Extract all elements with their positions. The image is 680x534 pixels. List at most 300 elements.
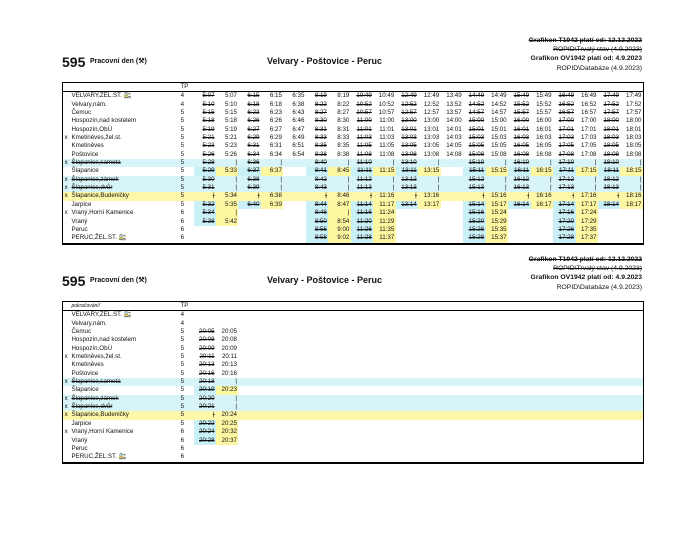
departure-time: 8:30 (337, 117, 350, 125)
departure-time (553, 361, 575, 369)
departure-time (598, 320, 620, 328)
departure-time (418, 411, 440, 419)
request-stop-marker: x (63, 378, 70, 386)
departure-time: 17:52 (603, 100, 619, 108)
departure-time: 5:33 (216, 167, 238, 175)
departure-time (373, 420, 395, 428)
request-stop-marker: x (63, 403, 70, 411)
stop-name: Šlapanice (71, 167, 99, 175)
stop-row (63, 201, 644, 209)
departure-time: 6:51 (292, 142, 305, 150)
departure-time (283, 201, 305, 209)
departure-time (373, 437, 395, 445)
departure-time (216, 311, 238, 320)
departure-time: 20:16 (221, 369, 237, 377)
departure-time (306, 411, 328, 419)
stop-row (63, 167, 644, 175)
departure-time (441, 209, 463, 217)
departure-time (283, 445, 305, 453)
departure-time: 11:16 (351, 209, 373, 217)
departure-time (463, 320, 485, 328)
stop-name: Kmetiněves,žel.st. (71, 353, 122, 361)
tariff-zone: 4 (180, 311, 185, 319)
stop-name: Kmetiněves,žel.st. (71, 134, 122, 142)
departure-time: 16:57 (558, 109, 575, 117)
departure-time: 6:34 (247, 150, 260, 158)
departure-time (508, 453, 530, 462)
departure-time: 13:05 (401, 142, 417, 150)
column-header (373, 83, 395, 92)
departure-time (238, 311, 260, 320)
departure-time (306, 403, 328, 411)
departure-time: 16:57 (581, 109, 597, 117)
departure-time (283, 311, 305, 320)
departure-time (553, 378, 575, 386)
stop-row (63, 151, 644, 159)
departure-time: 13:03 (401, 134, 417, 142)
departure-time: 10:52 (378, 100, 395, 108)
departure-time (553, 320, 575, 328)
tariff-zone: 5 (180, 117, 185, 125)
departure-time (306, 345, 328, 353)
departure-time: 11:24 (373, 209, 395, 217)
departure-time (508, 320, 530, 328)
departure-time (396, 428, 418, 436)
departure-time (441, 437, 463, 445)
departure-time: 10:49 (356, 92, 372, 100)
departure-time: | (194, 411, 216, 419)
departure-time: 15:26 (463, 226, 485, 234)
departure-time: 5:26 (224, 150, 237, 158)
departure-time: 5:18 (202, 117, 215, 125)
departure-time: 8:19 (337, 92, 350, 100)
stop-name: Poštovice (71, 369, 99, 377)
departure-time (351, 378, 373, 386)
departure-time: 8:47 (328, 201, 350, 209)
departure-time: 11:01 (379, 125, 395, 133)
departure-time: 17:05 (581, 142, 597, 150)
departure-time (576, 411, 598, 419)
departure-time: 18:17 (620, 201, 643, 209)
departure-time (620, 420, 643, 428)
departure-time (396, 234, 418, 243)
stop-row (63, 453, 644, 462)
departure-time (396, 320, 418, 328)
departure-time (283, 167, 305, 175)
departure-time: 6:26 (269, 117, 282, 125)
column-header (216, 302, 238, 311)
departure-time (261, 437, 283, 445)
departure-time (261, 209, 283, 217)
stop-name: Šlapanice (71, 386, 99, 394)
departure-time: 16:13 (508, 184, 530, 192)
departure-time (508, 361, 530, 369)
request-stop-marker (63, 311, 70, 320)
departure-time (508, 345, 530, 353)
departure-time: 11:01 (356, 125, 372, 133)
departure-time (283, 345, 305, 353)
stop-row (63, 159, 644, 167)
departure-time (283, 320, 305, 328)
timetable-header (62, 255, 644, 301)
departure-time (531, 428, 553, 436)
departure-time: 15:57 (536, 109, 552, 117)
departure-time (620, 437, 643, 445)
departure-time: 5:21 (202, 134, 215, 142)
departure-time: 11:11 (351, 167, 373, 175)
departure-time (396, 209, 418, 217)
departure-time (283, 420, 305, 428)
departure-time: | (576, 159, 598, 167)
column-header (576, 83, 598, 92)
departure-time: 9:00 (328, 226, 350, 234)
column-header (463, 83, 485, 92)
departure-time (441, 226, 463, 234)
departure-time (576, 311, 598, 320)
departure-time: 15:16 (486, 192, 508, 200)
departure-time (351, 336, 373, 344)
column-header (486, 83, 508, 92)
departure-time (531, 328, 553, 336)
stop-name: Kmetiněves (71, 142, 104, 150)
tp-header: TP (179, 83, 194, 92)
departure-time (351, 328, 373, 336)
departure-time: 8:31 (314, 125, 327, 133)
stop-name: Vraný,Horní Kamenice (71, 428, 134, 436)
departure-time: 20:20 (194, 395, 216, 403)
departure-time (261, 311, 283, 320)
departure-time: 20:13 (221, 361, 237, 369)
departure-time (238, 209, 260, 217)
request-stop-marker (63, 226, 70, 234)
line-number: 595 (62, 273, 86, 289)
departure-time (351, 320, 373, 328)
departure-time: 17:28 (553, 234, 575, 243)
departure-time: 6:26 (247, 117, 260, 125)
tariff-zone: 6 (180, 234, 185, 242)
departure-time (306, 378, 328, 386)
departure-time: 17:01 (558, 125, 575, 133)
departure-time (441, 428, 463, 436)
departure-time (351, 395, 373, 403)
table-header-row (63, 83, 644, 92)
departure-time: 11:28 (351, 234, 373, 243)
departure-time: 15:00 (491, 117, 507, 125)
departure-time (351, 420, 373, 428)
departure-time: 15:00 (468, 117, 485, 125)
departure-time: 13:08 (401, 150, 417, 158)
departure-time: 20:22 (194, 420, 216, 428)
departure-time (261, 218, 283, 226)
header-cell (63, 302, 70, 311)
departure-time (508, 420, 530, 428)
departure-time: 15:57 (513, 109, 530, 117)
tariff-zone: 5 (179, 176, 194, 184)
departure-time (463, 411, 485, 419)
departure-time: 5:07 (202, 92, 215, 100)
departure-time (508, 311, 530, 320)
departure-time: 11:29 (373, 218, 395, 226)
tariff-zone: 5 (179, 403, 194, 411)
departure-time: 5:23 (224, 142, 237, 150)
grafikon-old: Grafikon T1942 platí od: 12.12.2022 (528, 37, 642, 44)
departure-time: | (620, 159, 643, 167)
departure-time: 16:17 (531, 201, 553, 209)
departure-time (328, 420, 350, 428)
stop-name: Poštovice (71, 150, 99, 158)
stop-row (63, 345, 644, 353)
departure-time: 17:01 (581, 125, 597, 133)
departure-time (553, 445, 575, 453)
departure-time: | (620, 184, 643, 192)
column-header (216, 83, 238, 92)
departure-time (351, 453, 373, 462)
departure-time (283, 328, 305, 336)
request-stop-marker (63, 336, 70, 344)
departure-time (553, 420, 575, 428)
departure-time (418, 437, 440, 445)
departure-time (351, 361, 373, 369)
departure-time (238, 395, 260, 403)
column-header (441, 302, 463, 311)
departure-time: | (486, 159, 508, 167)
departure-time: 12:57 (401, 109, 417, 117)
request-stop-marker (63, 151, 70, 159)
departure-time (576, 328, 598, 336)
departure-time (328, 361, 350, 369)
departure-time (261, 453, 283, 462)
departure-time (283, 184, 305, 192)
departure-time (373, 403, 395, 411)
departure-time (441, 420, 463, 428)
departure-time: 6:31 (269, 142, 282, 150)
departure-time: 5:19 (202, 125, 215, 133)
departure-time (396, 226, 418, 234)
departure-time (418, 345, 440, 353)
departure-time: 15:15 (486, 167, 508, 175)
column-header (598, 83, 620, 92)
departure-time: | (328, 184, 350, 192)
departure-time: 17:17 (576, 201, 598, 209)
departure-time (396, 411, 418, 419)
departure-time: 13:52 (446, 100, 462, 108)
departure-time: 20:25 (216, 420, 238, 428)
departure-time (486, 378, 508, 386)
departure-time: 8:50 (306, 218, 328, 226)
departure-time: 5:34 (194, 209, 216, 217)
departure-time (396, 336, 418, 344)
departure-time (351, 386, 373, 394)
line-number: 595 (62, 54, 86, 70)
departure-time (598, 403, 620, 411)
departure-time: 5:21 (224, 134, 237, 142)
stop-name: Hospozín,nad kostelem (71, 117, 137, 125)
tariff-zone: 5 (180, 419, 185, 427)
departure-time (531, 437, 553, 445)
departure-time: 11:13 (351, 184, 373, 192)
departure-time: 18:03 (603, 134, 619, 142)
departure-time (261, 420, 283, 428)
tariff-zone: 5 (179, 411, 194, 419)
departure-time (441, 201, 463, 209)
departure-time (283, 386, 305, 394)
departure-time: 16:49 (581, 92, 597, 100)
tariff-zone: 5 (179, 378, 194, 386)
departure-time (373, 361, 395, 369)
departure-time (351, 353, 373, 361)
departure-time (620, 411, 643, 419)
departure-time (598, 411, 620, 419)
departure-time: 13:12 (396, 176, 418, 184)
departure-time: 18:01 (603, 125, 619, 133)
departure-time: 13:03 (423, 134, 440, 142)
departure-time (486, 361, 508, 369)
departure-time: 6:38 (238, 176, 260, 184)
departure-time: 18:10 (598, 159, 620, 167)
departure-time (238, 437, 260, 445)
departure-time (576, 453, 598, 462)
departure-time: | (418, 159, 440, 167)
departure-time: 15:52 (513, 100, 530, 108)
departure-time: 6:27 (269, 125, 282, 133)
departure-time: | (306, 192, 328, 200)
departure-time (463, 336, 485, 344)
departure-time: 5:19 (224, 125, 237, 133)
departure-time: 17:49 (603, 92, 619, 100)
departure-time: 20:21 (194, 403, 216, 411)
departure-time: 17:24 (576, 209, 598, 217)
departure-time: | (373, 184, 395, 192)
departure-time (463, 353, 485, 361)
departure-time (261, 403, 283, 411)
departure-time (283, 218, 305, 226)
departure-time: 5:10 (224, 100, 237, 108)
departure-time: 5:26 (202, 150, 215, 158)
grafikon-old-source: ROPID\Trvalý stav (4.9.2023) (553, 265, 642, 273)
stop-row (63, 92, 644, 101)
departure-time (418, 378, 440, 386)
departure-time: 11:16 (373, 192, 395, 200)
departure-time: | (216, 176, 238, 184)
departure-time: 17:14 (553, 201, 575, 209)
departure-time (598, 209, 620, 217)
departure-time (486, 411, 508, 419)
column-header (373, 302, 395, 311)
departure-time: 14:57 (468, 109, 485, 117)
departure-time: 5:34 (216, 192, 238, 200)
stop-name: Vraný,Horní Kamenice (71, 209, 134, 217)
column-header (396, 302, 418, 311)
grafikon-new: Grafikon OV1942 platí od: 4.9.2023 (530, 55, 642, 63)
departure-time: 8:45 (328, 167, 350, 175)
route-title: Velvary - Poštovice - Peruc (267, 275, 383, 285)
departure-time: 16:03 (513, 134, 530, 142)
departure-time: 18:12 (598, 176, 620, 184)
departure-time: 8:54 (328, 218, 350, 226)
departure-time (261, 395, 283, 403)
request-stop-marker (63, 420, 70, 428)
departure-time (441, 403, 463, 411)
departure-time (328, 437, 350, 445)
departure-time: | (553, 192, 575, 200)
request-stop-marker: x (63, 395, 70, 403)
departure-time: | (531, 159, 553, 167)
departure-time (261, 378, 283, 386)
stop-row (63, 218, 644, 226)
departure-time (486, 386, 508, 394)
departure-time (396, 370, 418, 378)
departure-time: 6:46 (292, 117, 305, 125)
departure-time: 13:14 (396, 201, 418, 209)
stop-row (63, 386, 644, 394)
tariff-zone: 5 (180, 200, 185, 208)
departure-time (283, 378, 305, 386)
departure-time (598, 420, 620, 428)
departure-time: 20:16 (199, 369, 215, 377)
departure-time: 15:52 (536, 100, 552, 108)
departure-time (441, 386, 463, 394)
departure-time (238, 453, 260, 462)
departure-time (486, 437, 508, 445)
departure-time: 18:15 (620, 167, 643, 175)
departure-time (508, 370, 530, 378)
departure-time: 17:29 (576, 218, 598, 226)
departure-time (418, 218, 440, 226)
departure-time: | (531, 176, 553, 184)
stop-name: Vraný (71, 436, 88, 444)
continuation-label (69, 83, 178, 92)
stop-name: VELVARY,ŽEL.ST. 🚉 (71, 311, 132, 319)
departure-time: 12:57 (423, 109, 440, 117)
departure-time (531, 395, 553, 403)
departure-time (620, 320, 643, 328)
departure-time (598, 386, 620, 394)
request-stop-marker: x (64, 428, 68, 436)
departure-time: 15:16 (463, 209, 485, 217)
stop-row (63, 420, 644, 428)
request-stop-marker (63, 445, 70, 453)
stop-name: Hospozín,ObÚ (71, 344, 113, 352)
departure-time: 8:27 (337, 109, 350, 117)
departure-time: 15:08 (468, 150, 485, 158)
stop-name: Jarpice (71, 419, 92, 427)
departure-time: 8:46 (328, 192, 350, 200)
tariff-zone: 5 (180, 344, 185, 352)
departure-time: 17:05 (558, 142, 575, 150)
stop-row (63, 209, 644, 217)
departure-time (508, 328, 530, 336)
departure-time: 17:10 (553, 159, 575, 167)
departure-time (531, 445, 553, 453)
departure-time (441, 336, 463, 344)
departure-time (441, 311, 463, 320)
departure-time: 8:38 (314, 150, 327, 158)
departure-time: 17:00 (581, 117, 597, 125)
departure-time: 8:41 (306, 167, 328, 175)
departure-time: 16:08 (513, 150, 530, 158)
departure-time: 5:32 (194, 201, 216, 209)
departure-time (238, 234, 260, 243)
departure-time (553, 328, 575, 336)
departure-time (373, 378, 395, 386)
request-stop-marker: x (64, 353, 68, 361)
departure-time (238, 226, 260, 234)
departure-time: | (373, 176, 395, 184)
stop-name: VELVARY,ŽEL.ST. 🚉 (71, 92, 132, 100)
departure-time: 17:08 (581, 150, 597, 158)
departure-time (351, 403, 373, 411)
departure-time: | (418, 184, 440, 192)
